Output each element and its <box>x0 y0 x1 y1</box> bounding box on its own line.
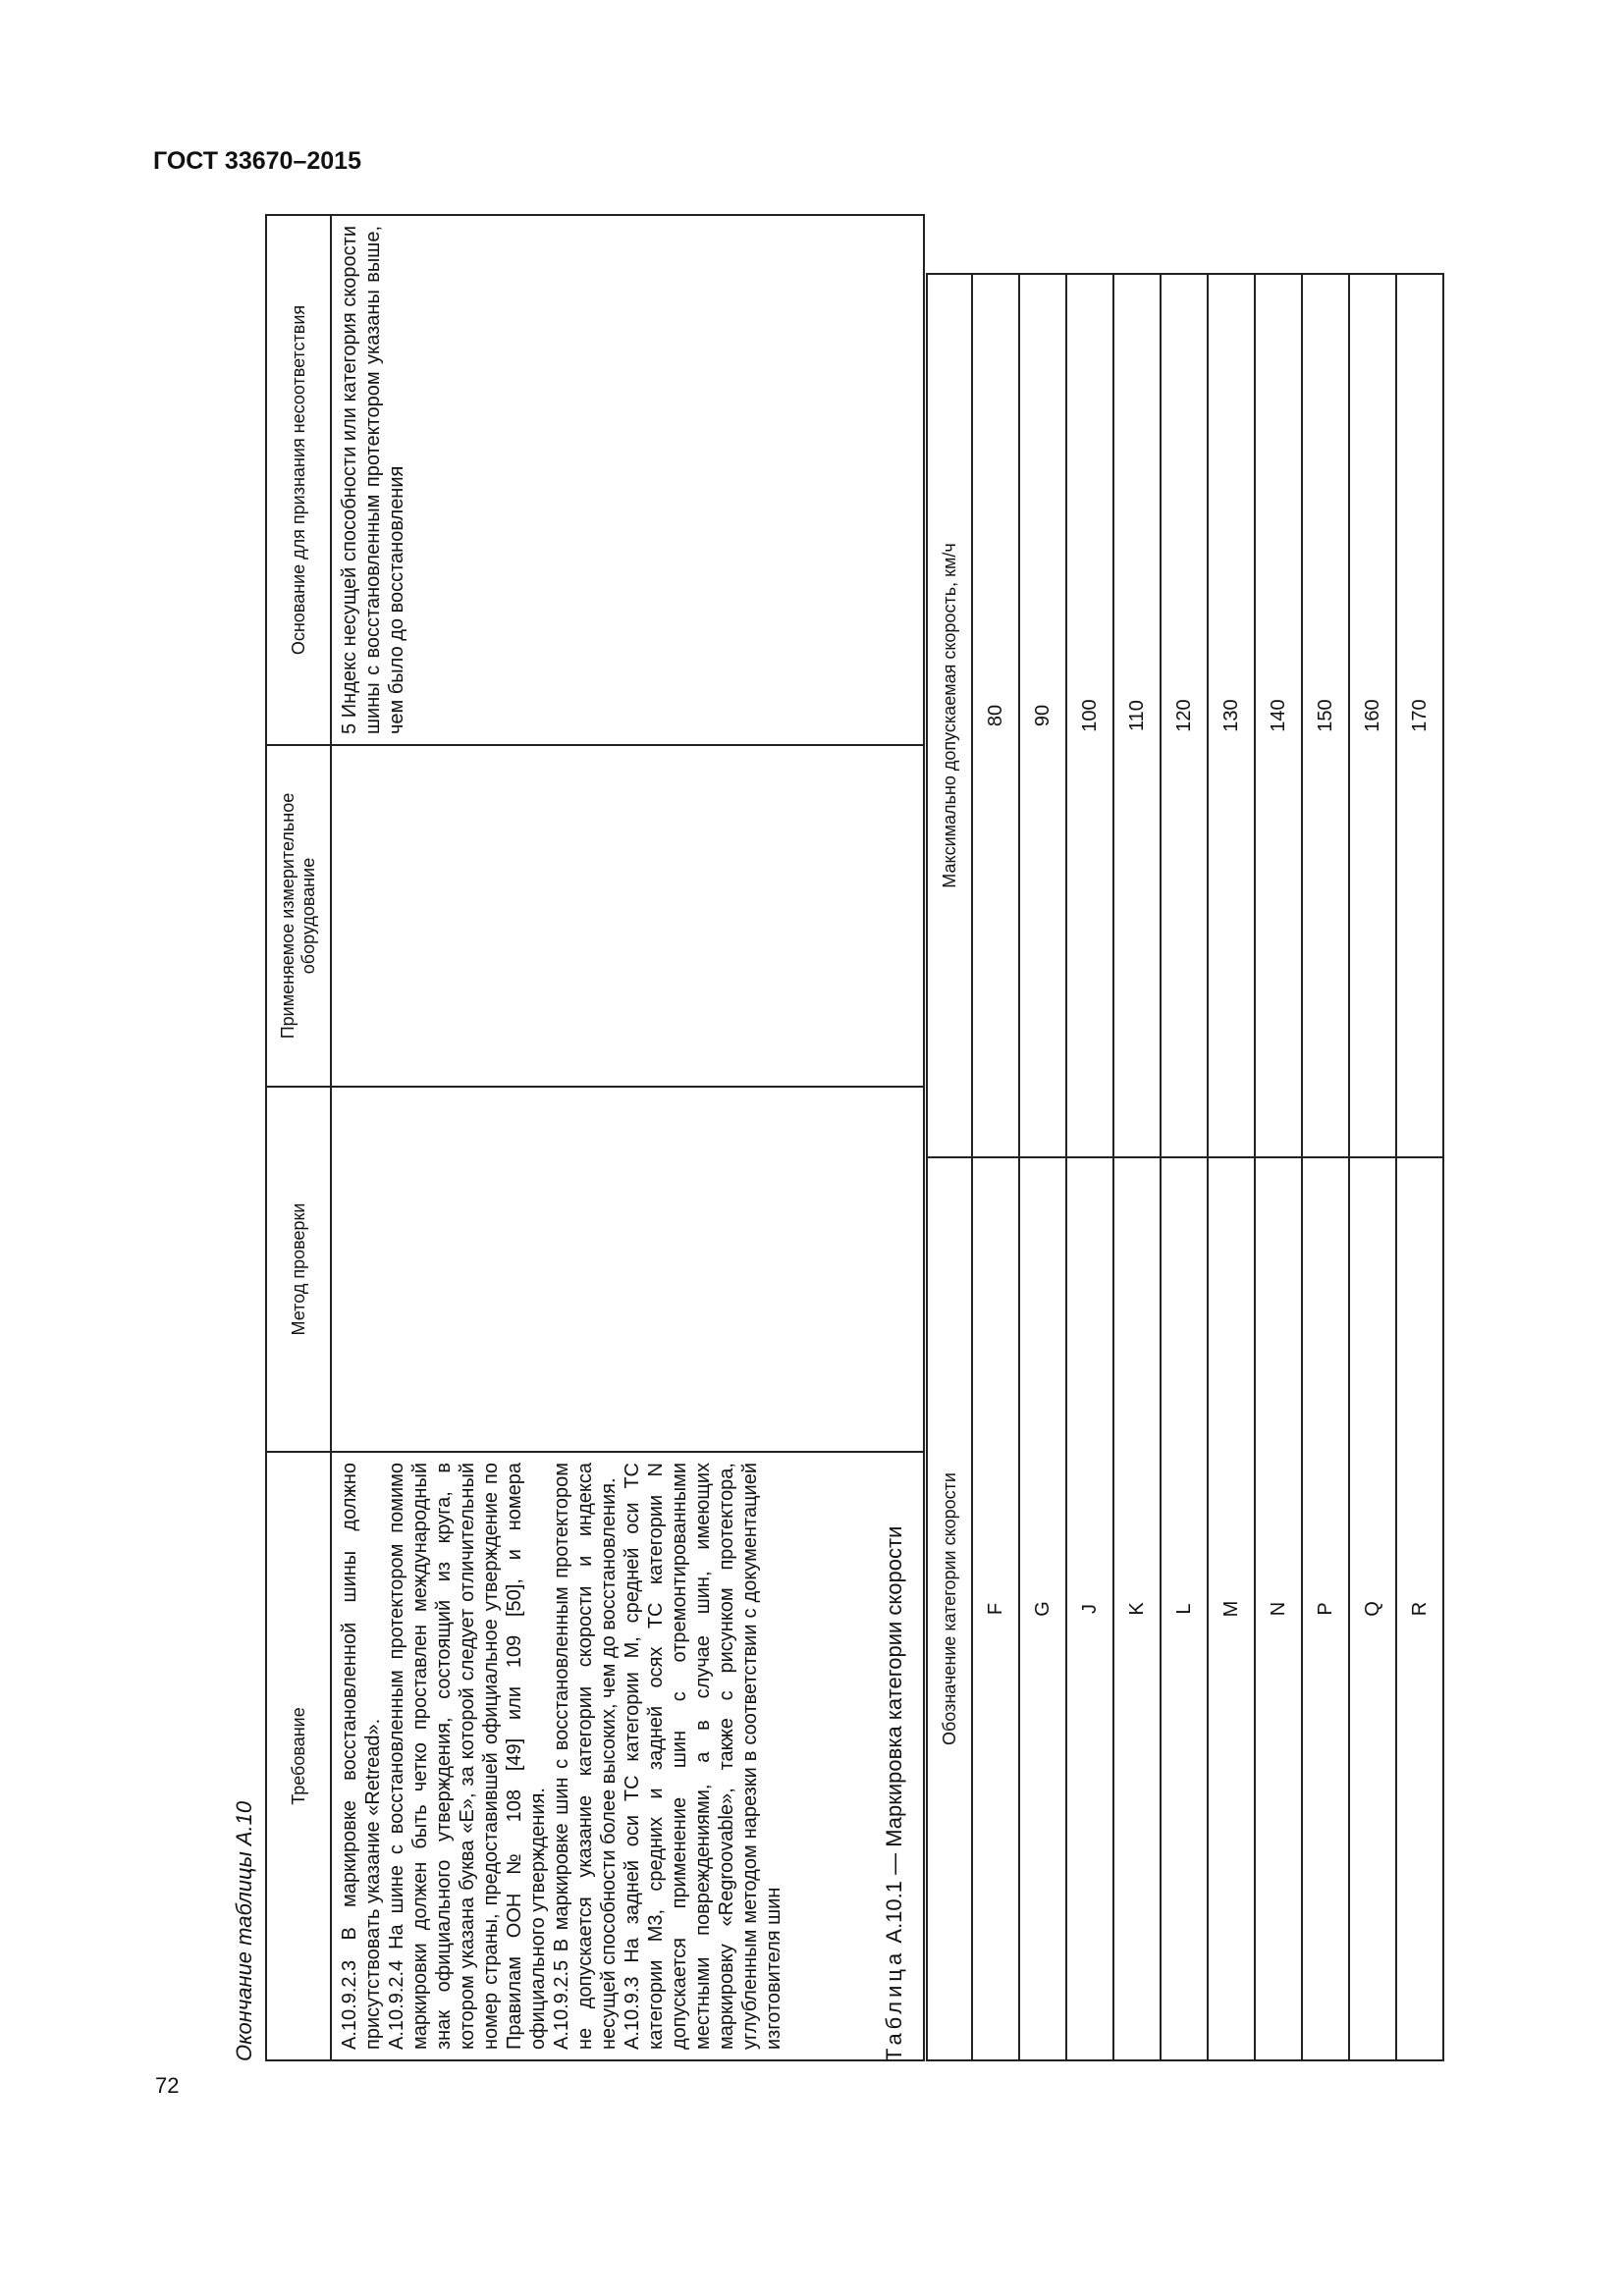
requirement-paragraph: А.10.9.2.3 В маркировке восстановленной шины должно присутствовать указание «Retread». <box>339 1463 384 2050</box>
col-header-method: Метод проверки <box>266 1087 331 1452</box>
category-cell: L <box>1161 1157 1208 2060</box>
table-continuation-caption: Окончание таблицы А.10 <box>232 1800 256 2061</box>
table-row <box>1161 274 1208 2060</box>
requirement-paragraph: А.10.9.2.5 В маркировке шин с восстановленным протектором не допускается указание категории скорости и индекса несущей способности более высоких, чем до восстановления. <box>551 1463 620 2050</box>
category-cell: R <box>1396 1157 1443 2060</box>
col-header-requirement: Требование <box>266 1452 331 2060</box>
table-row <box>1255 274 1302 2060</box>
speed-cell: 80 <box>972 274 1019 1157</box>
table-row <box>1349 274 1396 2060</box>
speed-cell: 90 <box>1019 274 1066 1157</box>
table-row <box>1208 274 1255 2060</box>
speed-cell: 170 <box>1396 274 1443 1157</box>
table-row <box>1113 274 1161 2060</box>
requirement-cell <box>331 1452 924 2060</box>
table-row <box>1302 274 1349 2060</box>
caption-prefix: Таблица <box>882 1949 906 2061</box>
category-cell: N <box>1255 1157 1302 2060</box>
method-cell <box>331 1087 924 1452</box>
equipment-cell <box>331 745 924 1087</box>
basis-cell <box>331 215 924 745</box>
category-cell: K <box>1113 1157 1161 2060</box>
category-cell: F <box>972 1157 1019 2060</box>
requirement-paragraph: А.10.9.2.4 На шине с восстановленным протектором помимо маркировки должен быть четко проставлен международный знак официального утверждения, состоящий из круга, в котором указана буква «Е», за которой следует отличительный номер страны, предоставившей официальное утверждение по Правилам ООН № 108 [49] или 109 [50], и номера официального утверждения. <box>386 1463 549 2050</box>
requirements-table <box>265 214 925 2061</box>
category-cell: P <box>1302 1157 1349 2060</box>
col-header-category: Обозначение категории скорости <box>927 1157 972 2060</box>
caption-title: А.10.1 — Маркировка категории скорости <box>882 1525 906 1944</box>
speed-cell: 120 <box>1161 274 1208 1157</box>
category-cell: Q <box>1349 1157 1396 2060</box>
speed-cell: 140 <box>1255 274 1302 1157</box>
speed-cell: 110 <box>1113 274 1161 1157</box>
rotated-page-content <box>157 216 1492 2061</box>
category-cell: G <box>1019 1157 1066 2060</box>
table-row <box>972 274 1019 2060</box>
col-header-speed: Максимально допускаемая скорость, км/ч <box>927 274 972 1157</box>
speed-cell: 130 <box>1208 274 1255 1157</box>
category-cell: M <box>1208 1157 1255 2060</box>
page-number: 72 <box>155 2073 180 2098</box>
table-row <box>331 215 924 2060</box>
category-cell: J <box>1066 1157 1113 2060</box>
basis-text: 5 Индекс несущей способности или категория скорости шины с восстановленным протектором указаны выше, чем было до восстановления <box>339 226 407 734</box>
col-header-basis: Основание для признания несоответствия <box>266 215 331 745</box>
speed-category-table <box>926 273 1444 2061</box>
speed-table-caption <box>882 1526 907 2061</box>
speed-cell: 150 <box>1302 274 1349 1157</box>
speed-cell: 100 <box>1066 274 1113 1157</box>
requirement-paragraph: А.10.9.3 На задней оси ТС категории М, средней оси ТС категории М3, средних и задней осях ТС категории N допускается применение шин с отремонтированными местными повреждениями, а в случае шин, имеющих маркировку «Regroovable», также с рисунком протектора, углубленным методом нарезки в соответствии с документацией изготовителя шин <box>622 1463 784 2050</box>
col-header-equipment: Применяемое измерительное оборудование <box>266 745 331 1087</box>
document-header: ГОСТ 33670–2015 <box>153 147 361 175</box>
table-row <box>1396 274 1443 2060</box>
table-row <box>1066 274 1113 2060</box>
table-row <box>1019 274 1066 2060</box>
speed-cell: 160 <box>1349 274 1396 1157</box>
